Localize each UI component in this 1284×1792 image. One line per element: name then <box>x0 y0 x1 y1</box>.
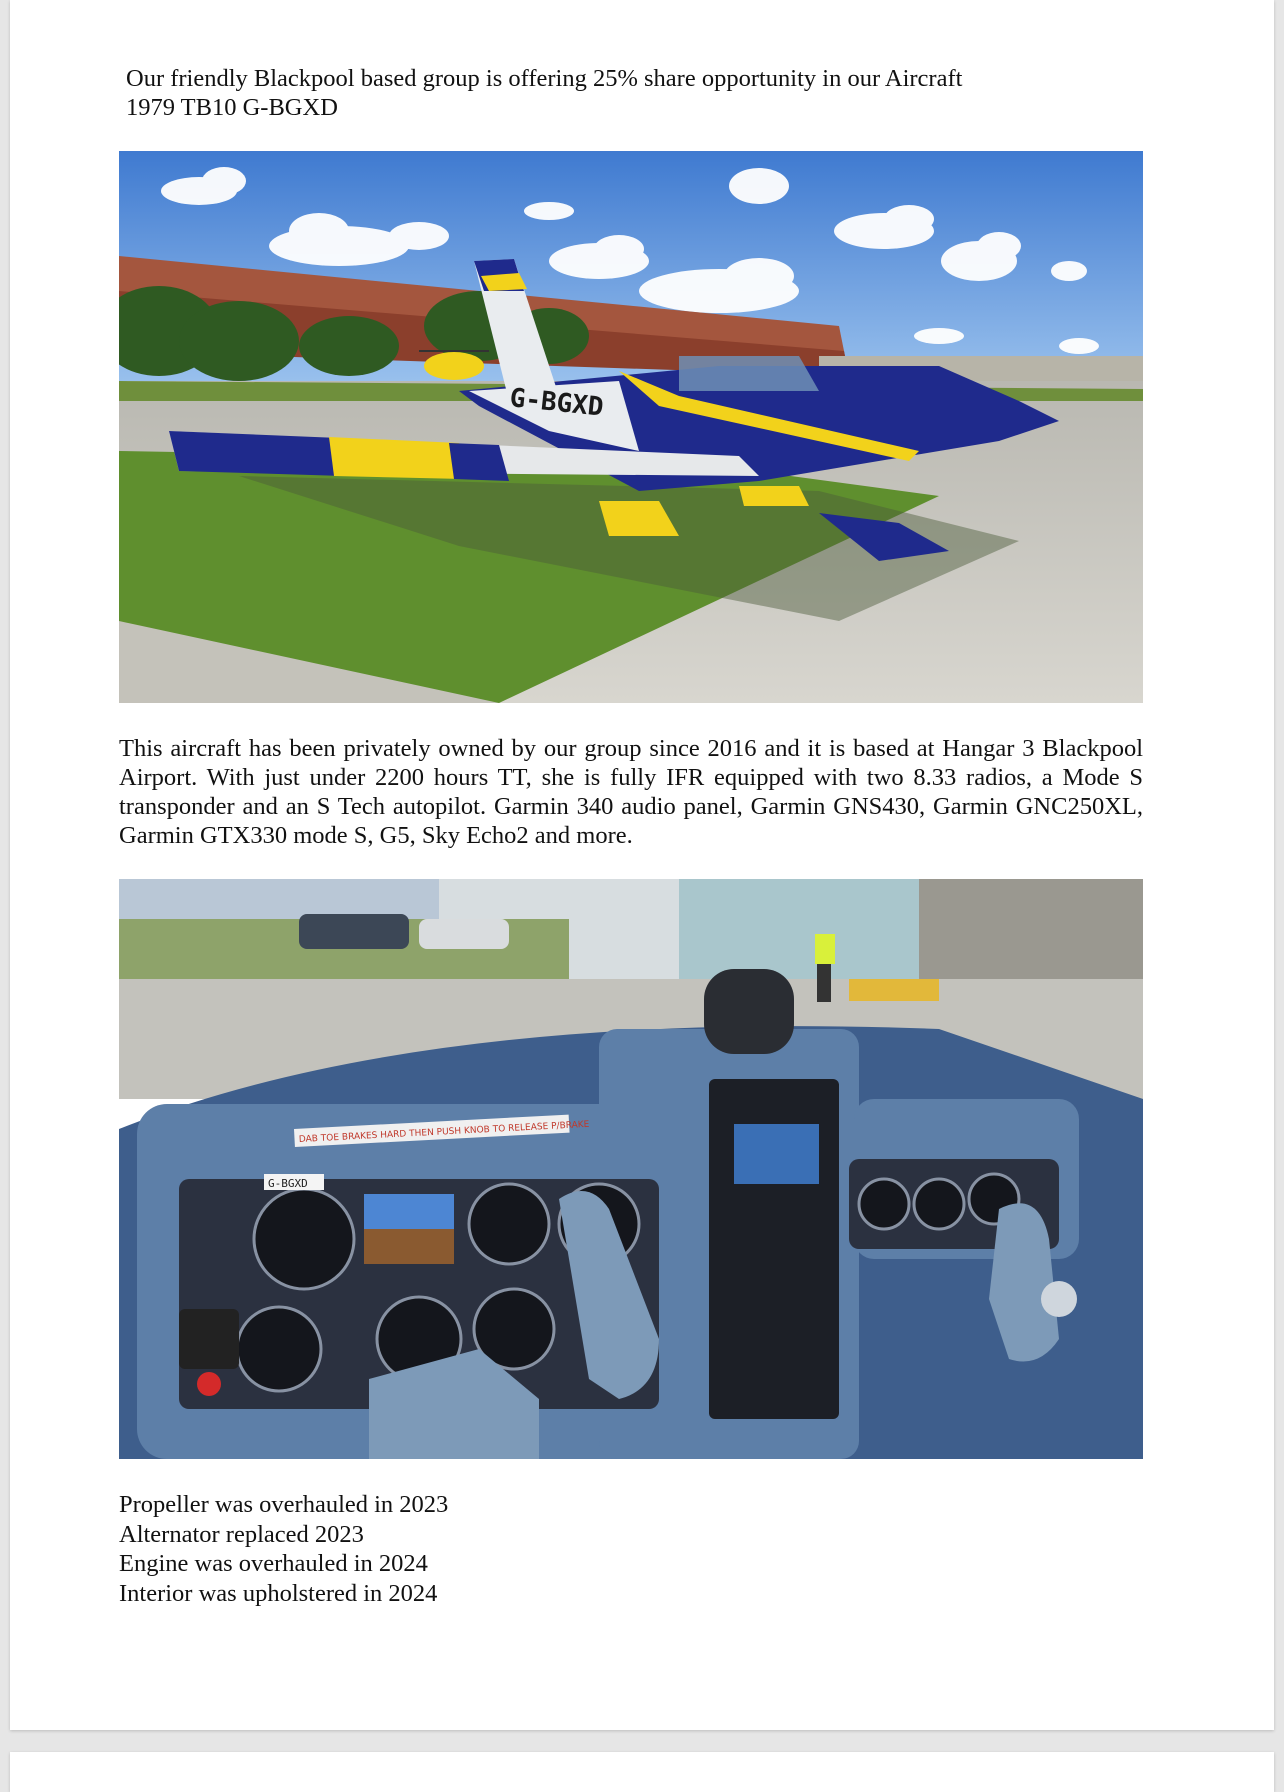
brake-placard: DAB TOE BRAKES HARD THEN PUSH KNOB TO RELEASE P/BRAKE <box>298 1119 590 1145</box>
cockpit-photo <box>119 879 1143 1459</box>
intro-line-2: 1979 TB10 G-BGXD <box>126 94 338 121</box>
fact-item: Engine was overhauled in 2024 <box>119 1550 428 1577</box>
next-page-edge <box>10 1752 1274 1792</box>
aircraft-photo <box>119 151 1143 703</box>
fact-item: Interior was upholstered in 2024 <box>119 1579 438 1607</box>
description-paragraph: This aircraft has been privately owned by our group since 2016 and it is based at Hangar 3 Blackpool Airport. With just under 2200 hours TT, she is fully IFR equipped with two 8.33 radios, a Mode S transponder and an S Tech autopilot. Garmin 340 audio panel, Garmin GNS430, Garmin GNC250XL, Garmin GTX330 mode S, G5, Sky Echo2 and more. <box>119 735 1143 849</box>
intro-line-1: Our friendly Blackpool based group is offering 25% share opportunity in our Aircraft <box>126 65 963 92</box>
registration-mark: G-BGXD <box>508 383 605 423</box>
facts-list <box>119 1490 919 1608</box>
fact-item: Alternator replaced 2023 <box>119 1520 364 1548</box>
reg-plate: G-BGXD <box>268 1177 308 1190</box>
fact-item: Propeller was overhauled in 2023 <box>119 1491 449 1518</box>
intro-text <box>126 64 1166 122</box>
